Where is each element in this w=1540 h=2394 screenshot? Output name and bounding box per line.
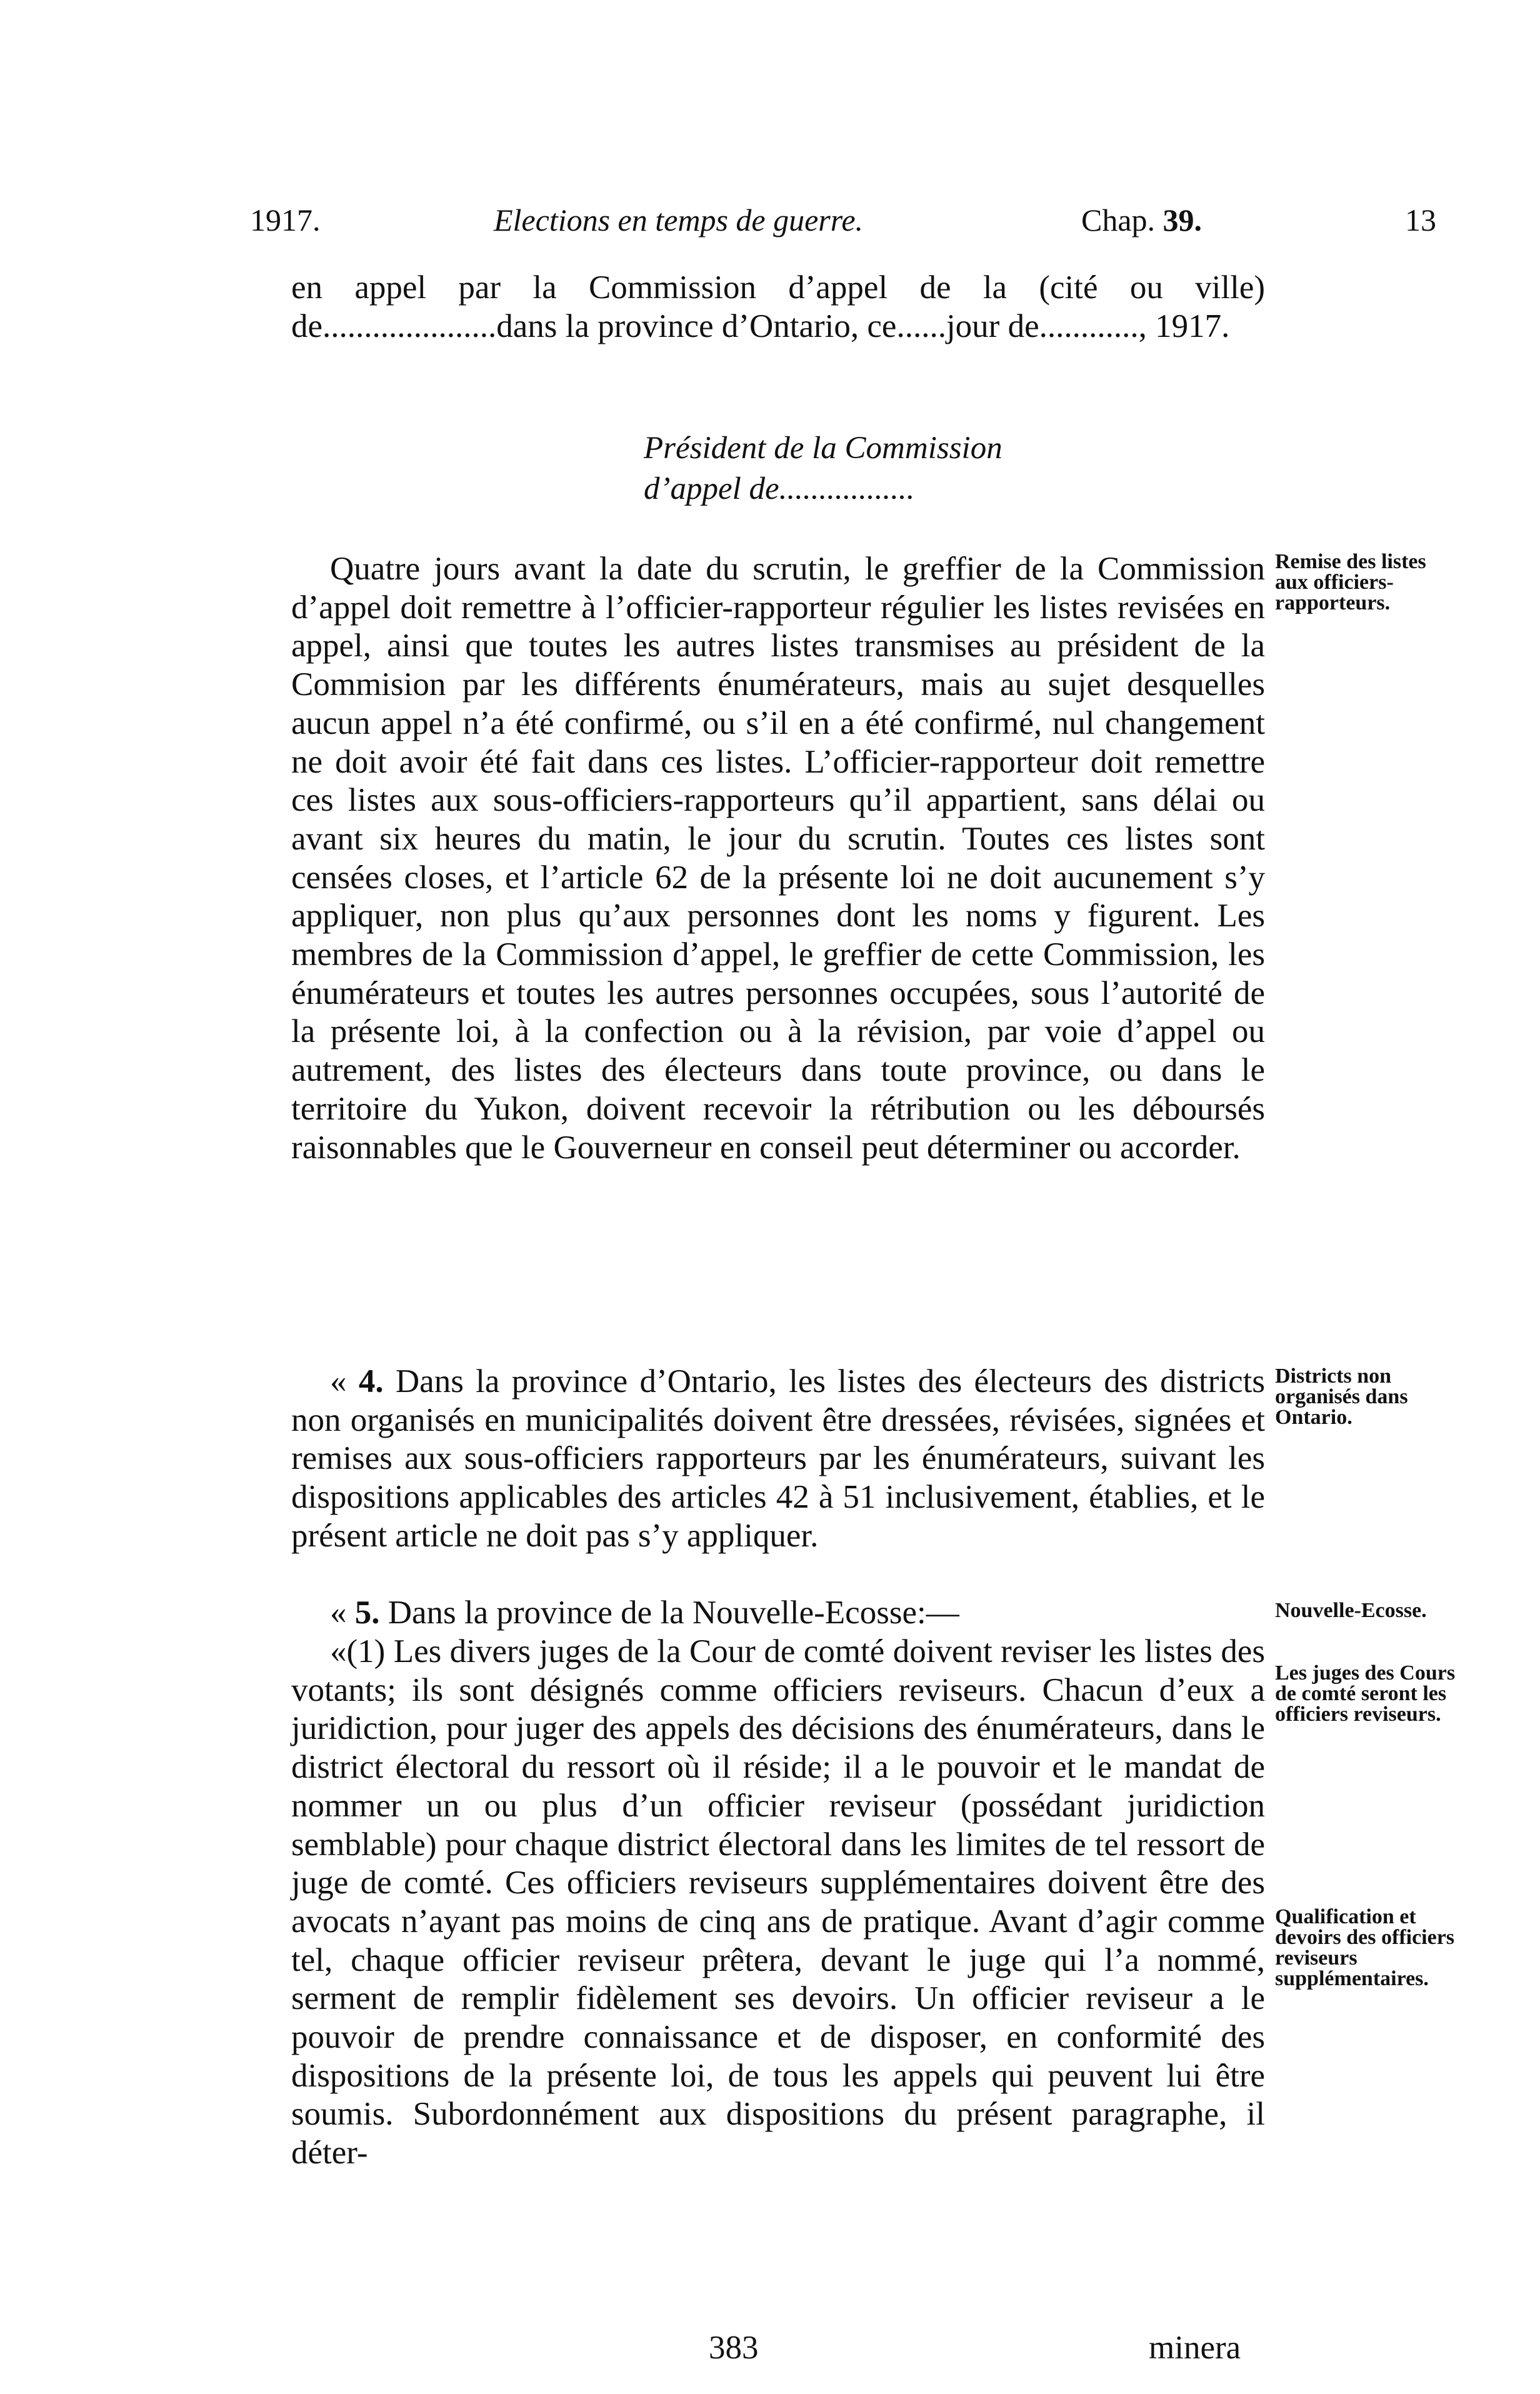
- margin-note-nouvelle-ecosse: Nouvelle-Ecosse.: [1275, 1599, 1427, 1622]
- header-year: 1917.: [250, 203, 321, 238]
- paragraph-lists-delivery: [291, 550, 1265, 1167]
- section-number-4: 4.: [358, 1363, 384, 1400]
- header-page-number: 13: [1405, 203, 1436, 238]
- open-quote: «: [330, 1363, 347, 1400]
- margin-note-remise: Remise des listes aux officiers-rapporteurs.: [1275, 550, 1426, 614]
- header-title: Elections en temps de guerre.: [494, 203, 864, 238]
- form-text: en appel par la Commission d’appel de la (cité ou ville) de.....................dans la province d’Ontario, ce......jour de............, 1917.: [291, 269, 1265, 344]
- paragraph-1: Quatre jours avant la date du scrutin, le greffier de la Commission d’appel doit remettre à l’officier-rapporteur régulier les listes revisées en appel, ainsi que toutes les autres listes transmises au président de la Commision par les différents énumérateurs, mais au sujet desquelles aucun appel n’a été confirmé, ou s’il en a été confirmé, nul changement ne doit avoir été fait dans ces listes. L’officier-rapporteur doit remettre ces listes aux sous-officiers-rapporteurs qu’il appartient, sans délai ou avant six heures du matin, le jour du scrutin. Toutes ces listes sont censées closes, et l’article 62 de la présente loi ne doit aucunement s’y appliquer, non plus qu’aux personnes dont les noms y figurent. Les membres de la Commission d’appel, le greffier de cette Commission, les énumérateurs et toutes les autres personnes occupées, sous l’autorité de la présente loi, à la confection ou à la révision, par voie d’appel ou autrement, des listes des électeurs dans toute province, ou dans le territoire du Yukon, doivent recevoir la rétribution ou les déboursés raisonnables que le Gouverneur en conseil peut déterminer ou accorder.: [291, 551, 1265, 1166]
- margin-note-qualification: Qualification et devoirs des officiers reviseurs supplémentaires.: [1275, 1905, 1455, 1990]
- paragraph-section-4: [291, 1363, 1265, 1556]
- chapter-label: Chap.: [1081, 203, 1156, 238]
- section-number-5: 5.: [354, 1595, 380, 1631]
- paragraph-3-text: Dans la province de la Nouvelle-Ecosse:—: [388, 1595, 959, 1631]
- footer-catchword: minera: [1149, 2330, 1241, 2366]
- paragraph-2-text: Dans la province d’Ontario, les listes des électeurs des districts non organisés en municipalités doivent être dressées, révisées, signées et remises aux sous-officiers rapporteurs par les énumérateurs, suivant les dispositions applicables des articles 42 à 51 inclusivement, établies, et le présent article ne doit pas s’y appliquer.: [291, 1363, 1265, 1554]
- footer-page-number: 383: [709, 2330, 759, 2366]
- margin-note-juges: Les juges des Cours de comté seront les officiers reviseurs.: [1275, 1661, 1456, 1726]
- margin-note-districts: Districts non organisés dans Ontario.: [1275, 1365, 1408, 1429]
- paragraph-2: [291, 1363, 1265, 1556]
- paragraph-4: «(1) Les divers juges de la Cour de comté doivent reviser les listes des votants; ils sont désignés comme officiers reviseurs. Chacun d’eux a juridiction, pour juger des appels des décisions des énumérateurs, dans le district électoral du ressort où il réside; il a le pouvoir et le mandat de nommer un ou plus d’un officier reviseur (possédant juridiction semblable) pour chaque district électoral dans les limites de tel ressort de juge de comté. Ces officiers reviseurs supplémentaires doivent être des avocats n’ayant pas moins de cinq ans de pratique. Avant d’agir comme tel, chaque officier reviseur prêtera, devant le juge qui l’a nommé, serment de remplir fidèlement ses devoirs. Un officier reviseur a le pouvoir de prendre connaissance et de disposer, en conformité des dispositions de la présente loi, de tous les appels qui peuvent lui être soumis. Subordonnément aux dispositions du présent paragraphe, il déter-: [291, 1633, 1265, 2171]
- signature-line-1: Président de la Commission: [644, 431, 1002, 466]
- paragraph-subsection-1: [291, 1633, 1265, 2173]
- chapter-number: 39.: [1162, 203, 1202, 238]
- signature-line-2: d’appel de.................: [644, 471, 915, 506]
- form-text-block: [291, 269, 1265, 346]
- open-quote: «: [330, 1595, 347, 1631]
- paragraph-section-5: [291, 1594, 1265, 1633]
- header-chapter: [1081, 201, 1202, 239]
- paragraph-3: [291, 1594, 1265, 1633]
